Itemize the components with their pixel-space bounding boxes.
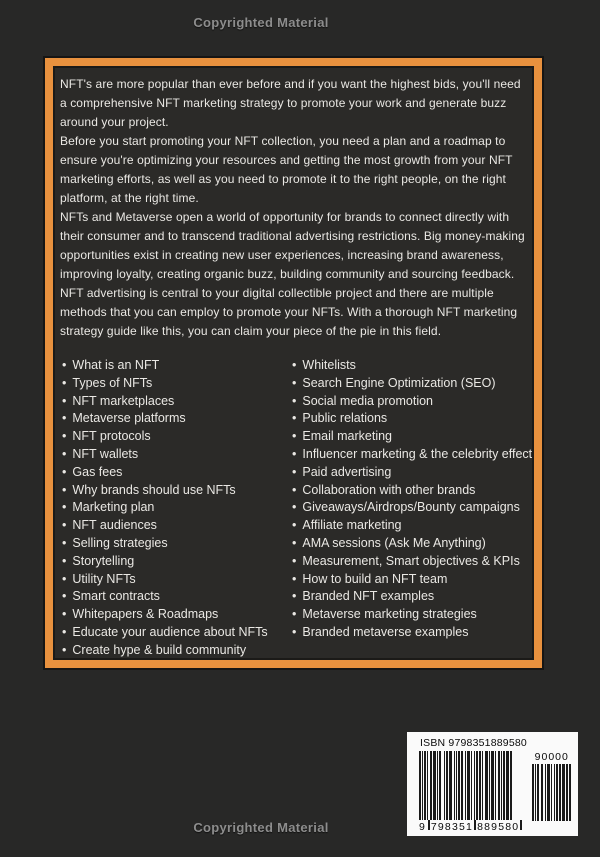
topic-item: • Create hype & build community [62,642,292,660]
topic-item: • Social media promotion [292,393,532,411]
topic-item: • Search Engine Optimization (SEO) [292,375,532,393]
barcode-digit-group: 889580 [477,821,520,833]
intro-text-block [60,75,526,341]
topic-item: • Storytelling [62,553,292,571]
topic-item: • AMA sessions (Ask Me Anything) [292,535,532,553]
topic-item: • Educate your audience about NFTs [62,624,292,642]
topic-item: • Giveaways/Airdrops/Bounty campaigns [292,499,532,517]
topic-item: • Affiliate marketing [292,517,532,535]
topic-item: • Why brands should use NFTs [62,482,292,500]
barcode-addon [532,751,571,821]
isbn-label: ISBN 9798351889580 [420,737,527,749]
topic-item: • Branded NFT examples [292,588,532,606]
back-cover-panel [45,58,542,668]
topics-left-list [62,357,292,660]
topic-item: • NFT audiences [62,517,292,535]
topic-item: • Metaverse marketing strategies [292,606,532,624]
topic-item: • Paid advertising [292,464,532,482]
barcode-addon-label: 90000 [534,751,569,763]
intro-paragraph: Before you start promoting your NFT collection, you need a plan and a roadmap to ensure you're optimizing your resources and getting the most growth from your NFT marketing efforts, as well as you need to promote it to the right people, on the right platform, at the right time. [60,134,513,205]
topic-item: • NFT wallets [62,446,292,464]
barcode-main-bars [419,751,522,820]
topic-item: • Marketing plan [62,499,292,517]
topic-item: • How to build an NFT team [292,571,532,589]
topic-item: • Collaboration with other brands [292,482,532,500]
topic-item: • Whitepapers & Roadmaps [62,606,292,624]
topic-item: • Branded metaverse examples [292,624,532,642]
topic-item: • Influencer marketing & the celebrity effect [292,446,532,464]
barcode-digit-first: 9 [419,821,425,833]
topic-item: • NFT marketplaces [62,393,292,411]
topic-item: • Gas fees [62,464,292,482]
topic-item: • NFT protocols [62,428,292,446]
topic-item: • Email marketing [292,428,532,446]
topic-item: • Types of NFTs [62,375,292,393]
barcode-digit-group: 798351 [430,821,474,833]
intro-paragraph: NFTs and Metaverse open a world of opportunity for brands to connect directly with their consumer and to transcend traditional advertising restrictions. Big money-making opportunities exist in creating new user experiences, increasing brand awareness, improving loyalty, creating organic buzz, building community and sourcing feedback. NFT advertising is central to your digital collectible project and there are multiple methods that you can employ to promote your NFTs. With a thorough NFT marketing strategy guide like this, you can claim your piece of the pie in this field. [60,210,525,338]
copyright-bottom-label: Copyrighted Material [193,820,329,835]
topic-item: • Whitelists [292,357,532,375]
copyright-top-label: Copyrighted Material [193,15,329,30]
topic-item: • Measurement, Smart objectives & KPIs [292,553,532,571]
barcode-addon-bars [532,764,571,821]
topics-right-list [292,357,532,660]
intro-paragraph: NFT's are more popular than ever before and if you want the highest bids, you'll need a comprehensive NFT marketing strategy to promote your work and generate buzz around your project. [60,77,521,129]
topic-item: • Smart contracts [62,588,292,606]
topic-item: • Utility NFTs [62,571,292,589]
topic-item: • Metaverse platforms [62,410,292,428]
topic-item: • Selling strategies [62,535,292,553]
topic-item: • Public relations [292,410,532,428]
topic-item: • What is an NFT [62,357,292,375]
topics-columns [60,357,533,660]
back-cover-content [53,66,534,660]
